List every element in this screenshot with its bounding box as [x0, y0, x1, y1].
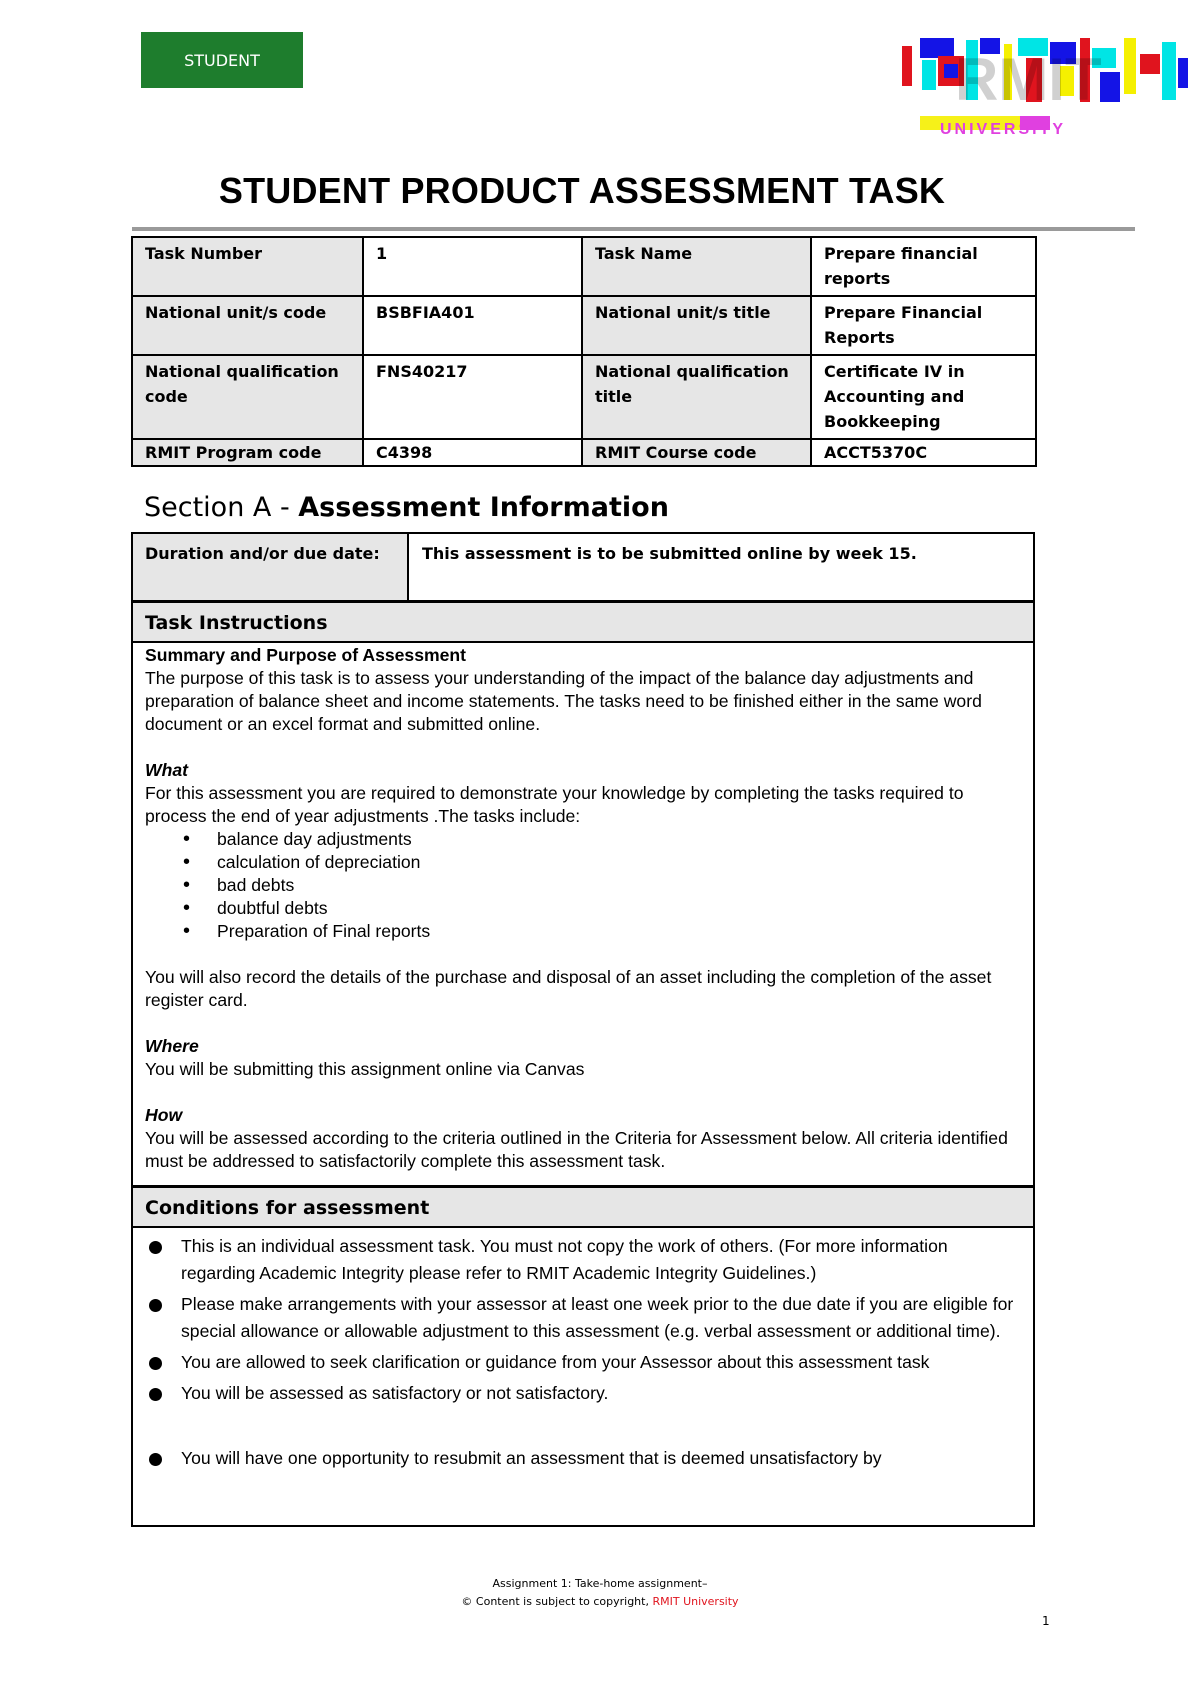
copyright-text: © Content is subject to copyright, [461, 1595, 653, 1608]
conditions-box [131, 1227, 1035, 1527]
section-a-heading [144, 492, 669, 523]
condition-text: You will be assessed as satisfactory or not satisfactory. [181, 1383, 609, 1403]
unit-info-table [131, 236, 1037, 467]
page-number: 1 [1042, 1614, 1050, 1628]
table-row [132, 296, 1036, 355]
footer-line-2 [0, 1595, 1200, 1608]
bullet-icon [149, 1453, 162, 1466]
list-item [145, 1233, 1025, 1287]
unit-title-label: National unit/s title [582, 296, 811, 355]
condition-text: This is an individual assessment task. You must not copy the work of others. (For more information regarding Academic Integrity please refer to RMIT Academic Integrity Guidelines.) [181, 1236, 948, 1283]
list-item [145, 1380, 1025, 1407]
footer-line-1: Assignment 1: Take-home assignment– [492, 1577, 708, 1590]
conditions-list [145, 1233, 1025, 1476]
qualification-title-label: National qualification title [582, 355, 811, 439]
due-date-value: This assessment is to be submitted online by week 15. [422, 544, 917, 563]
asset-record-text: You will also record the details of the purchase and disposal of an asset including the completion of the asset register card. [145, 967, 992, 1010]
list-item: • calculation of depreciation [217, 851, 1025, 874]
bullet-icon [149, 1299, 162, 1312]
list-item [145, 1445, 1025, 1472]
bullet-icon [149, 1388, 162, 1401]
qualification-code-value: FNS40217 [363, 355, 582, 439]
list-item [145, 1291, 1025, 1345]
course-code-label: RMIT Course code [582, 439, 811, 466]
what-heading: What [145, 760, 188, 780]
due-date-label: Duration and/or due date: [133, 534, 409, 600]
rmit-link[interactable]: RMIT University [652, 1595, 739, 1608]
summary-text: The purpose of this task is to assess your understanding of the impact of the balance day adjustments and preparation of balance sheet and income statements. The tasks need to be finished either in the same word document or an excel format and submitted online. [145, 668, 982, 734]
table-row [132, 237, 1036, 296]
conditions-heading: Conditions for assessment [131, 1186, 1035, 1228]
qualification-title-value: Certificate IV in Accounting and Bookkeeping [811, 355, 1036, 439]
logo-wordmark: RMIT [955, 46, 1102, 113]
task-number-value: 1 [363, 237, 582, 296]
due-date-box [131, 532, 1035, 602]
summary-heading: Summary and Purpose of Assessment [145, 645, 467, 665]
condition-text: Please make arrangements with your assessor at least one week prior to the due date if you are eligible for special allowance or allowable adjustment to this assessment (e.g. verbal assessment or additional time). [181, 1294, 1014, 1341]
task-number-label: Task Number [132, 237, 363, 296]
list-item: • balance day adjustments [217, 828, 1025, 851]
task-name-value: Prepare financial reports [811, 237, 1036, 296]
document-title: STUDENT PRODUCT ASSESSMENT TASK [218, 170, 946, 211]
unit-code-value: BSBFIA401 [363, 296, 582, 355]
unit-title-value: Prepare Financial Reports [811, 296, 1036, 355]
program-code-value: C4398 [363, 439, 582, 466]
task-instructions-box [131, 642, 1035, 1187]
program-code-label: RMIT Program code [132, 439, 363, 466]
where-heading: Where [145, 1036, 199, 1056]
list-item: • doubtful debts [217, 897, 1025, 920]
table-row [132, 439, 1036, 466]
list-item: • Preparation of Final reports [217, 920, 1025, 943]
task-instructions-heading: Task Instructions [131, 601, 1035, 643]
bullet-icon [149, 1357, 162, 1370]
course-code-value: ACCT5370C [811, 439, 1036, 466]
logo-subtitle: UNIVERSITY [940, 121, 1067, 138]
section-a-prefix: Section A - [144, 492, 299, 523]
what-text: For this assessment you are required to demonstrate your knowledge by completing the tasks required to process the end of year adjustments .The tasks include: [145, 783, 964, 826]
task-name-label: Task Name [582, 237, 811, 296]
rmit-logo [900, 38, 1190, 138]
what-task-list [145, 828, 1025, 943]
student-badge: STUDENT [141, 32, 303, 88]
unit-code-label: National unit/s code [132, 296, 363, 355]
list-item [145, 1349, 1025, 1376]
section-a-title: Assessment Information [298, 492, 669, 523]
how-text: You will be assessed according to the criteria outlined in the Criteria for Assessment below. All criteria identified must be addressed to satisfactorily complete this assessment task. [145, 1128, 1008, 1171]
condition-text: You are allowed to seek clarification or guidance from your Assessor about this assessment task [181, 1352, 930, 1372]
condition-text: You will have one opportunity to resubmit an assessment that is deemed unsatisfactory by [181, 1448, 882, 1468]
list-item: • bad debts [217, 874, 1025, 897]
where-text: You will be submitting this assignment online via Canvas [145, 1059, 585, 1079]
bullet-icon [149, 1241, 162, 1254]
how-heading: How [145, 1105, 183, 1125]
task-instructions-content [145, 644, 1025, 1173]
table-row [132, 355, 1036, 439]
qualification-code-label: National qualification code [132, 355, 363, 439]
title-divider [132, 227, 1135, 231]
